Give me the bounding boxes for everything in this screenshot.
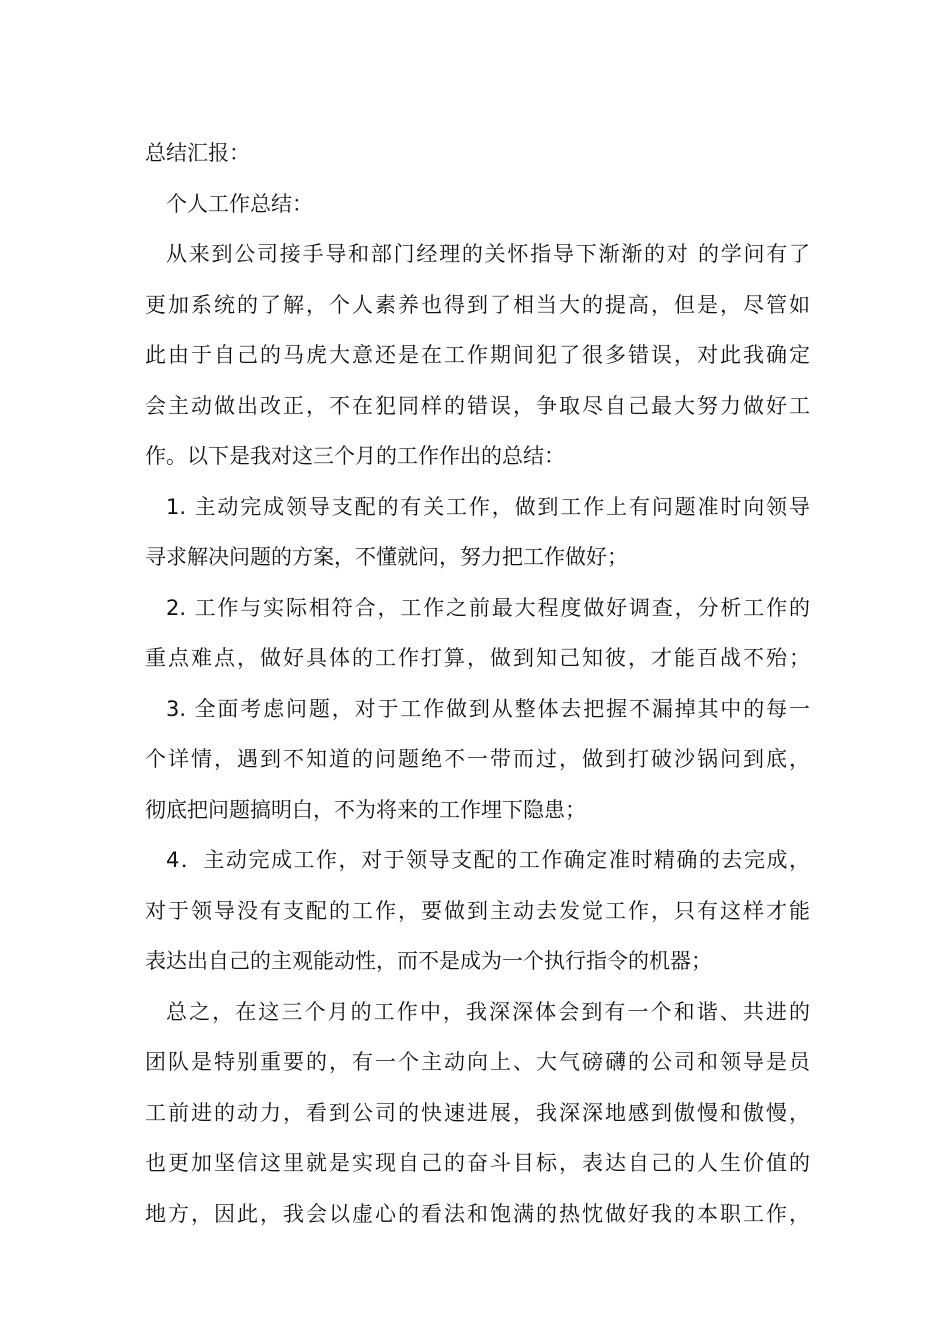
document-heading: 总结汇报： [145,141,250,165]
document-text-line: 1. 主动完成领导支配的有关工作，做到工作上有问题准时向领导 [166,494,810,519]
document-text-line: 作。以下是我对这三个月的工作作出的总结： [145,444,565,468]
document-text-line: 个详情，遇到不知道的问题绝不一带而过，做到打破沙锅问到底， [145,747,810,771]
document-text-line: 地方，因此，我会以虚心的看法和饱满的热忱做好我的本职工作， [145,1201,810,1226]
document-text-line: 团队是特别重要的，有一个主动向上、大气磅礴的公司和领导是员 [145,1050,810,1074]
document-text-line: 更加系统的了解，个人素养也得到了相当大的提高，但是，尽管如 [145,292,810,317]
document-text-line: 从来到公司接手导和部门经理的关怀指导下渐渐的对 的学问有了 [166,242,810,266]
document-text-line: 4．主动完成工作，对于领导支配的工作确定准时精确的去完成， [166,848,810,872]
document-subheading: 个人工作总结： [166,191,313,216]
document-text-line: 总之，在这三个月的工作中，我深深体会到有一个和谐、共进的 [166,999,810,1024]
document-text-line: 工前进的动力，看到公司的快速进展，我深深地感到傲慢和傲慢， [145,1100,810,1125]
document-text-line: 表达出自己的主观能动性，而不是成为一个执行指令的机器； [145,949,712,973]
document-text-line: 3. 全面考虑问题，对于工作做到从整体去把握不漏掉其中的每一 [166,696,810,721]
document-text-line: 也更加坚信这里就是实现自己的奋斗目标，表达自己的人生价值的 [145,1151,810,1175]
document-text-line: 重点难点，做好具体的工作打算，做到知己知彼，才能百战不殆； [145,646,810,670]
document-text-line: 彻底把问题搞明白，不为将来的工作埋下隐患； [145,797,586,822]
document-text-line: 寻求解决问题的方案，不懂就问，努力把工作做好； [145,545,628,569]
document-text-line: 2. 工作与实际相符合，工作之前最大程度做好调查，分析工作的 [166,595,810,620]
document-text-line: 对于领导没有支配的工作，要做到主动去发觉工作，只有这样才能 [145,898,810,923]
document-text-line: 会主动做出改正，不在犯同样的错误，争取尽自己最大努力做好工 [145,393,810,418]
document-text-line: 此由于自己的马虎大意还是在工作期间犯了很多错误，对此我确定 [145,343,810,367]
document-body [145,128,810,1239]
